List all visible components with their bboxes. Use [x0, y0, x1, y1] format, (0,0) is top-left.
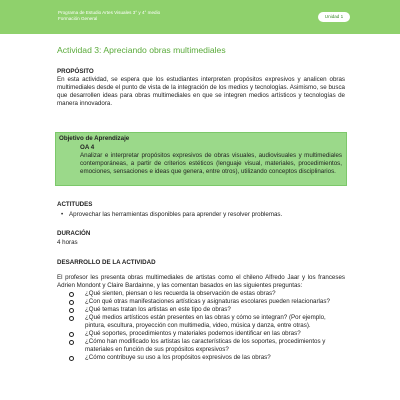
duracion-section — [57, 230, 345, 247]
circle-bullet-icon — [69, 292, 74, 297]
actitudes-section — [57, 201, 345, 219]
unit-badge: Unidad 1 — [318, 12, 350, 22]
program-line-1: Programa de Estudio Artes Visuales 3° y 4° medio — [58, 10, 161, 15]
desarrollo-heading: DESARROLLO DE LA ACTIVIDAD — [57, 259, 156, 266]
list-item — [57, 290, 345, 298]
proposito-heading: PROPÓSITO — [57, 68, 94, 75]
list-item — [57, 354, 345, 362]
page-title: Actividad 3: Apreciando obras multimediales — [57, 45, 226, 55]
bullet-icon: • — [61, 211, 64, 218]
duracion-value: 4 horas — [57, 239, 78, 246]
question-text: ¿Qué temas tratan los artistas en este tipo de obras? — [85, 306, 231, 313]
circle-bullet-icon — [69, 356, 74, 361]
actitudes-heading: ACTITUDES — [57, 201, 93, 208]
objetivo-text: Analizar e interpretar propósitos expresivos de obras visuales, audiovisuales y multimediales contemporáneas, a partir de criterios estéticos (lenguaje visual, materiales, procedimientos, emociones, sensaciones e ideas que genera, entre otros), utilizando conceptos disciplinarios. — [80, 152, 342, 175]
list-item — [57, 306, 345, 314]
desarrollo-section — [57, 259, 345, 362]
objetivo-box — [55, 132, 347, 186]
question-text: ¿Cómo han modificado los artistas las características de los soportes, procedimientos y materiales en función de sus propósitos expresivos? — [85, 338, 326, 353]
circle-bullet-icon — [69, 316, 74, 321]
program-name — [58, 10, 160, 22]
question-text: ¿Qué medios artísticos están presentes en las obras y cómo se integran? (Por ejemplo, pintura, escultura, proyección con multimedia, video, música y danza, entre otras). — [85, 314, 326, 329]
proposito-section — [57, 68, 345, 108]
header-bar — [0, 0, 400, 34]
objetivo-heading: Objetivo de Aprendizaje — [59, 135, 130, 142]
program-line-2: Formación General — [58, 16, 98, 21]
question-text: ¿Con qué otras manifestaciones artísticas y asignaturas escolares pueden relacionarlas? — [85, 298, 330, 305]
question-text: ¿Qué soportes, procedimientos y materiales podemos identificar en las obras? — [85, 330, 301, 337]
desarrollo-intro: El profesor les presenta obras multimediales de artistas como el chileno Alfredo Jaar y los franceses Adrien Mondont y Claire Bardainne, y las comentan basados en las siguientes preguntas: — [57, 274, 345, 289]
list-item — [57, 314, 345, 330]
circle-bullet-icon — [69, 332, 74, 337]
objetivo-code: OA 4 — [80, 144, 95, 151]
list-item — [57, 211, 345, 219]
list-item — [57, 298, 345, 306]
question-text: ¿Cómo contribuye su uso a los propósitos expresivos de las obras? — [85, 354, 271, 361]
duracion-heading: DURACIÓN — [57, 230, 91, 237]
circle-bullet-icon — [69, 308, 74, 313]
question-text: ¿Qué sienten, piensan o les recuerda la observación de estas obras? — [85, 290, 276, 297]
circle-bullet-icon — [69, 300, 74, 305]
list-item — [57, 338, 345, 354]
actitud-text: Aprovechar las herramientas disponibles para aprender y resolver problemas. — [69, 211, 283, 218]
proposito-text: En esta actividad, se espera que los estudiantes interpreten propósitos expresivos y analicen obras multimediales desde el punto de vista de la integración de los medios y tecnologías. Asimismo, se busca que desarrollen ideas para obras multimediales en que se integren medios artísticos y tecnologías de manera innovadora. — [57, 76, 345, 107]
circle-bullet-icon — [69, 340, 74, 345]
list-item — [57, 330, 345, 338]
